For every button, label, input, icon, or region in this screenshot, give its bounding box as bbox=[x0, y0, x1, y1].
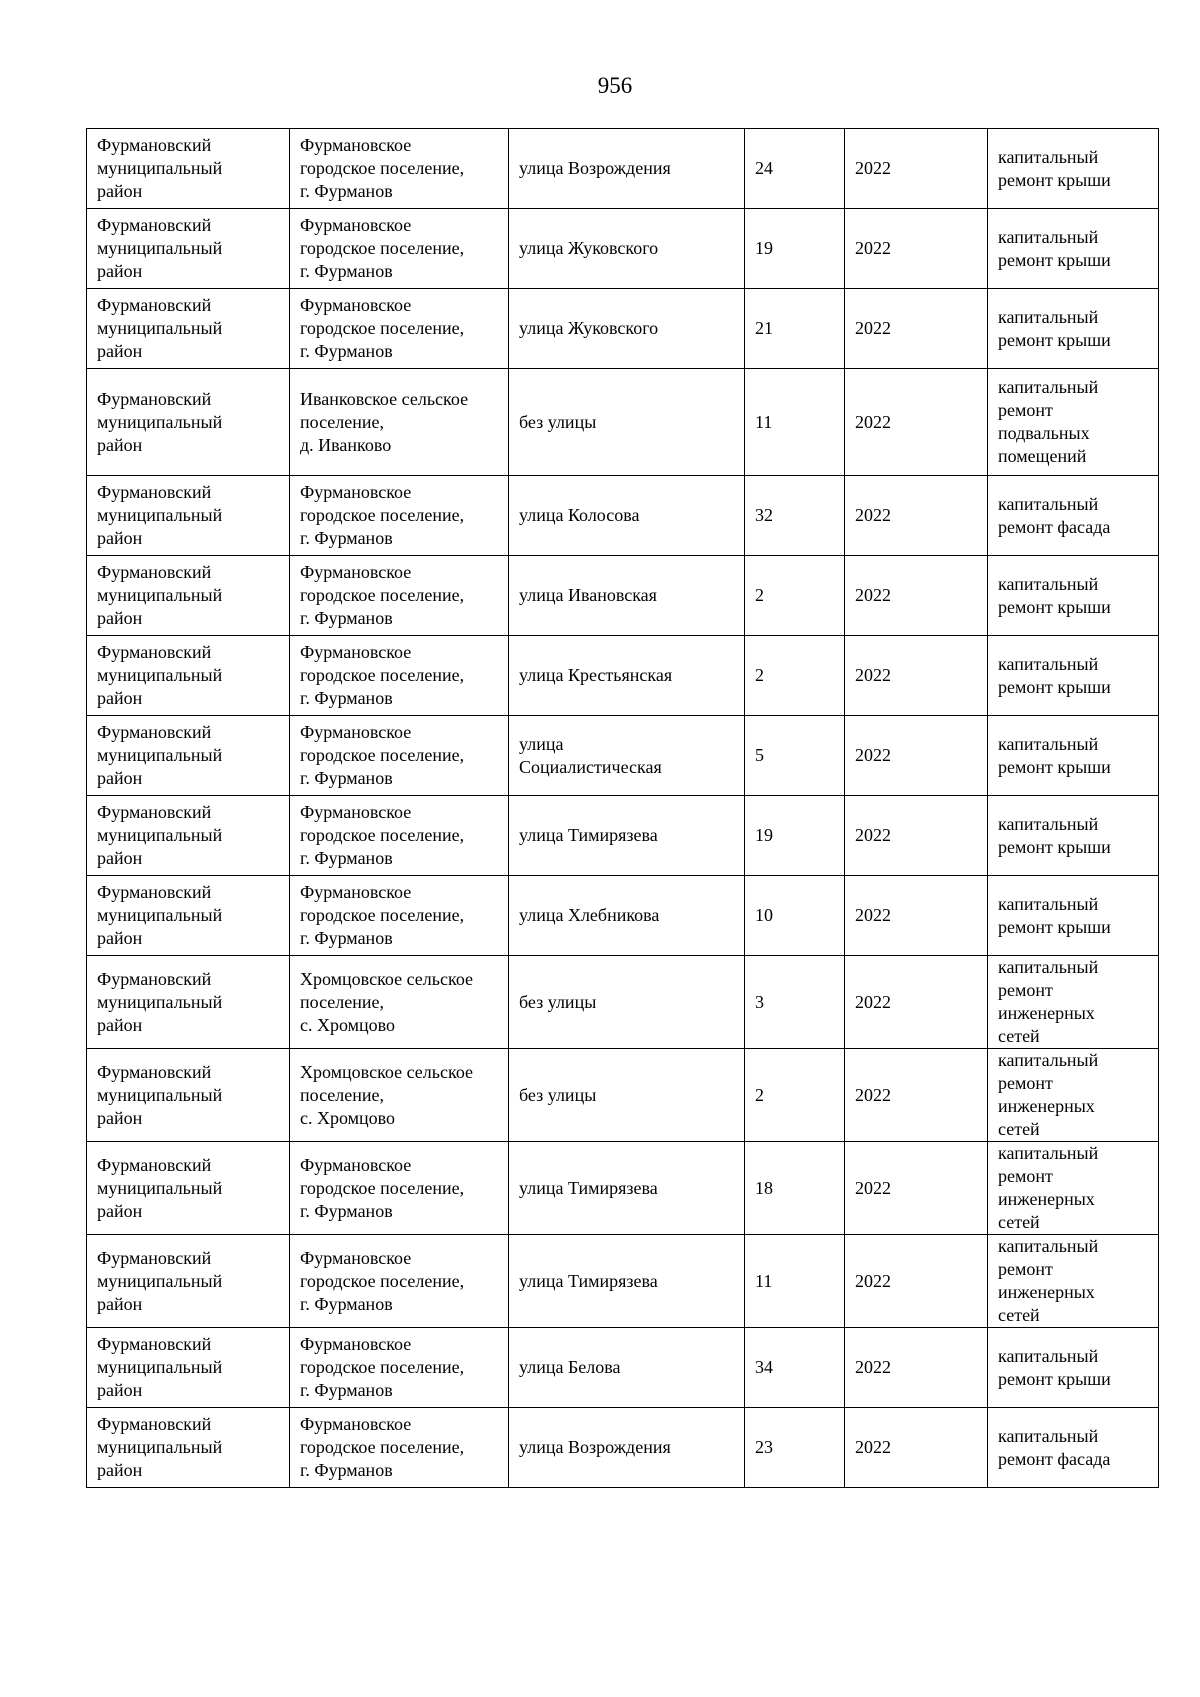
year-cell: 2022 bbox=[845, 476, 988, 556]
house-number-cell: 2 bbox=[745, 556, 845, 636]
table-row bbox=[87, 369, 1159, 476]
table-row bbox=[87, 1408, 1159, 1488]
work-type-cell: капитальный ремонт инженерных сетей bbox=[988, 1142, 1159, 1235]
settlement-cell: Фурмановское городское поселение, г. Фурманов bbox=[290, 209, 509, 289]
district-cell: Фурмановский муниципальный район bbox=[87, 636, 290, 716]
year-cell: 2022 bbox=[845, 1235, 988, 1328]
table-row bbox=[87, 289, 1159, 369]
year-cell: 2022 bbox=[845, 556, 988, 636]
year-cell: 2022 bbox=[845, 636, 988, 716]
settlement-cell: Иванковское сельское поселение, д. Иванково bbox=[290, 369, 509, 476]
year-cell: 2022 bbox=[845, 1049, 988, 1142]
district-cell: Фурмановский муниципальный район bbox=[87, 209, 290, 289]
street-cell: улица Жуковского bbox=[509, 209, 745, 289]
work-type-cell: капитальный ремонт крыши bbox=[988, 129, 1159, 209]
house-number-cell: 19 bbox=[745, 209, 845, 289]
district-cell: Фурмановский муниципальный район bbox=[87, 876, 290, 956]
house-number-cell: 11 bbox=[745, 1235, 845, 1328]
year-cell: 2022 bbox=[845, 289, 988, 369]
settlement-cell: Фурмановское городское поселение, г. Фурманов bbox=[290, 796, 509, 876]
house-number-cell: 32 bbox=[745, 476, 845, 556]
street-cell: без улицы bbox=[509, 956, 745, 1049]
table-row bbox=[87, 209, 1159, 289]
settlement-cell: Фурмановское городское поселение, г. Фурманов bbox=[290, 876, 509, 956]
year-cell: 2022 bbox=[845, 1142, 988, 1235]
district-cell: Фурмановский муниципальный район bbox=[87, 476, 290, 556]
work-type-cell: капитальный ремонт крыши bbox=[988, 556, 1159, 636]
settlement-cell: Фурмановское городское поселение, г. Фурманов bbox=[290, 716, 509, 796]
year-cell: 2022 bbox=[845, 796, 988, 876]
work-type-cell: капитальный ремонт инженерных сетей bbox=[988, 1235, 1159, 1328]
house-number-cell: 10 bbox=[745, 876, 845, 956]
house-number-cell: 34 bbox=[745, 1328, 845, 1408]
house-number-cell: 18 bbox=[745, 1142, 845, 1235]
house-number-cell: 23 bbox=[745, 1408, 845, 1488]
district-cell: Фурмановский муниципальный район bbox=[87, 369, 290, 476]
work-type-cell: капитальный ремонт крыши bbox=[988, 289, 1159, 369]
street-cell: улица Возрождения bbox=[509, 1408, 745, 1488]
work-type-cell: капитальный ремонт инженерных сетей bbox=[988, 956, 1159, 1049]
house-number-cell: 5 bbox=[745, 716, 845, 796]
settlement-cell: Фурмановское городское поселение, г. Фурманов bbox=[290, 289, 509, 369]
table-row bbox=[87, 1142, 1159, 1235]
year-cell: 2022 bbox=[845, 1408, 988, 1488]
house-number-cell: 2 bbox=[745, 636, 845, 716]
street-cell: улица Ивановская bbox=[509, 556, 745, 636]
year-cell: 2022 bbox=[845, 369, 988, 476]
district-cell: Фурмановский муниципальный район bbox=[87, 1142, 290, 1235]
year-cell: 2022 bbox=[845, 209, 988, 289]
house-number-cell: 21 bbox=[745, 289, 845, 369]
house-number-cell: 19 bbox=[745, 796, 845, 876]
work-type-cell: капитальный ремонт крыши bbox=[988, 1328, 1159, 1408]
street-cell: улица Социалистическая bbox=[509, 716, 745, 796]
table-row bbox=[87, 956, 1159, 1049]
settlement-cell: Фурмановское городское поселение, г. Фурманов bbox=[290, 1142, 509, 1235]
work-type-cell: капитальный ремонт крыши bbox=[988, 876, 1159, 956]
district-cell: Фурмановский муниципальный район bbox=[87, 1235, 290, 1328]
repair-schedule-table bbox=[86, 128, 1159, 1488]
work-type-cell: капитальный ремонт крыши bbox=[988, 636, 1159, 716]
settlement-cell: Хромцовское сельское поселение, с. Хромцово bbox=[290, 956, 509, 1049]
table-row bbox=[87, 1328, 1159, 1408]
street-cell: улица Белова bbox=[509, 1328, 745, 1408]
table-row bbox=[87, 796, 1159, 876]
district-cell: Фурмановский муниципальный район bbox=[87, 556, 290, 636]
settlement-cell: Фурмановское городское поселение, г. Фурманов bbox=[290, 1408, 509, 1488]
street-cell: без улицы bbox=[509, 1049, 745, 1142]
settlement-cell: Фурмановское городское поселение, г. Фурманов bbox=[290, 636, 509, 716]
house-number-cell: 3 bbox=[745, 956, 845, 1049]
settlement-cell: Фурмановское городское поселение, г. Фурманов bbox=[290, 129, 509, 209]
page-number: 956 bbox=[597, 73, 633, 98]
year-cell: 2022 bbox=[845, 956, 988, 1049]
table-row bbox=[87, 716, 1159, 796]
street-cell: улица Тимирязева bbox=[509, 1235, 745, 1328]
work-type-cell: капитальный ремонт инженерных сетей bbox=[988, 1049, 1159, 1142]
district-cell: Фурмановский муниципальный район bbox=[87, 1049, 290, 1142]
table-row bbox=[87, 556, 1159, 636]
work-type-cell: капитальный ремонт фасада bbox=[988, 476, 1159, 556]
settlement-cell: Фурмановское городское поселение, г. Фурманов bbox=[290, 556, 509, 636]
table-row bbox=[87, 1235, 1159, 1328]
table-row bbox=[87, 636, 1159, 716]
district-cell: Фурмановский муниципальный район bbox=[87, 129, 290, 209]
work-type-cell: капитальный ремонт крыши bbox=[988, 209, 1159, 289]
street-cell: улица Возрождения bbox=[509, 129, 745, 209]
house-number-cell: 2 bbox=[745, 1049, 845, 1142]
street-cell: улица Хлебникова bbox=[509, 876, 745, 956]
work-type-cell: капитальный ремонт крыши bbox=[988, 716, 1159, 796]
street-cell: улица Колосова bbox=[509, 476, 745, 556]
table-row bbox=[87, 476, 1159, 556]
district-cell: Фурмановский муниципальный район bbox=[87, 1328, 290, 1408]
settlement-cell: Хромцовское сельское поселение, с. Хромцово bbox=[290, 1049, 509, 1142]
settlement-cell: Фурмановское городское поселение, г. Фурманов bbox=[290, 476, 509, 556]
street-cell: улица Тимирязева bbox=[509, 796, 745, 876]
district-cell: Фурмановский муниципальный район bbox=[87, 1408, 290, 1488]
district-cell: Фурмановский муниципальный район bbox=[87, 716, 290, 796]
table-row bbox=[87, 876, 1159, 956]
district-cell: Фурмановский муниципальный район bbox=[87, 956, 290, 1049]
settlement-cell: Фурмановское городское поселение, г. Фурманов bbox=[290, 1328, 509, 1408]
street-cell: улица Тимирязева bbox=[509, 1142, 745, 1235]
table-row bbox=[87, 129, 1159, 209]
district-cell: Фурмановский муниципальный район bbox=[87, 796, 290, 876]
year-cell: 2022 bbox=[845, 1328, 988, 1408]
house-number-cell: 11 bbox=[745, 369, 845, 476]
district-cell: Фурмановский муниципальный район bbox=[87, 289, 290, 369]
street-cell: улица Жуковского bbox=[509, 289, 745, 369]
work-type-cell: капитальный ремонт фасада bbox=[988, 1408, 1159, 1488]
table-row bbox=[87, 1049, 1159, 1142]
work-type-cell: капитальный ремонт подвальных помещений bbox=[988, 369, 1159, 476]
work-type-cell: капитальный ремонт крыши bbox=[988, 796, 1159, 876]
year-cell: 2022 bbox=[845, 129, 988, 209]
street-cell: без улицы bbox=[509, 369, 745, 476]
street-cell: улица Крестьянская bbox=[509, 636, 745, 716]
house-number-cell: 24 bbox=[745, 129, 845, 209]
year-cell: 2022 bbox=[845, 716, 988, 796]
year-cell: 2022 bbox=[845, 876, 988, 956]
settlement-cell: Фурмановское городское поселение, г. Фурманов bbox=[290, 1235, 509, 1328]
